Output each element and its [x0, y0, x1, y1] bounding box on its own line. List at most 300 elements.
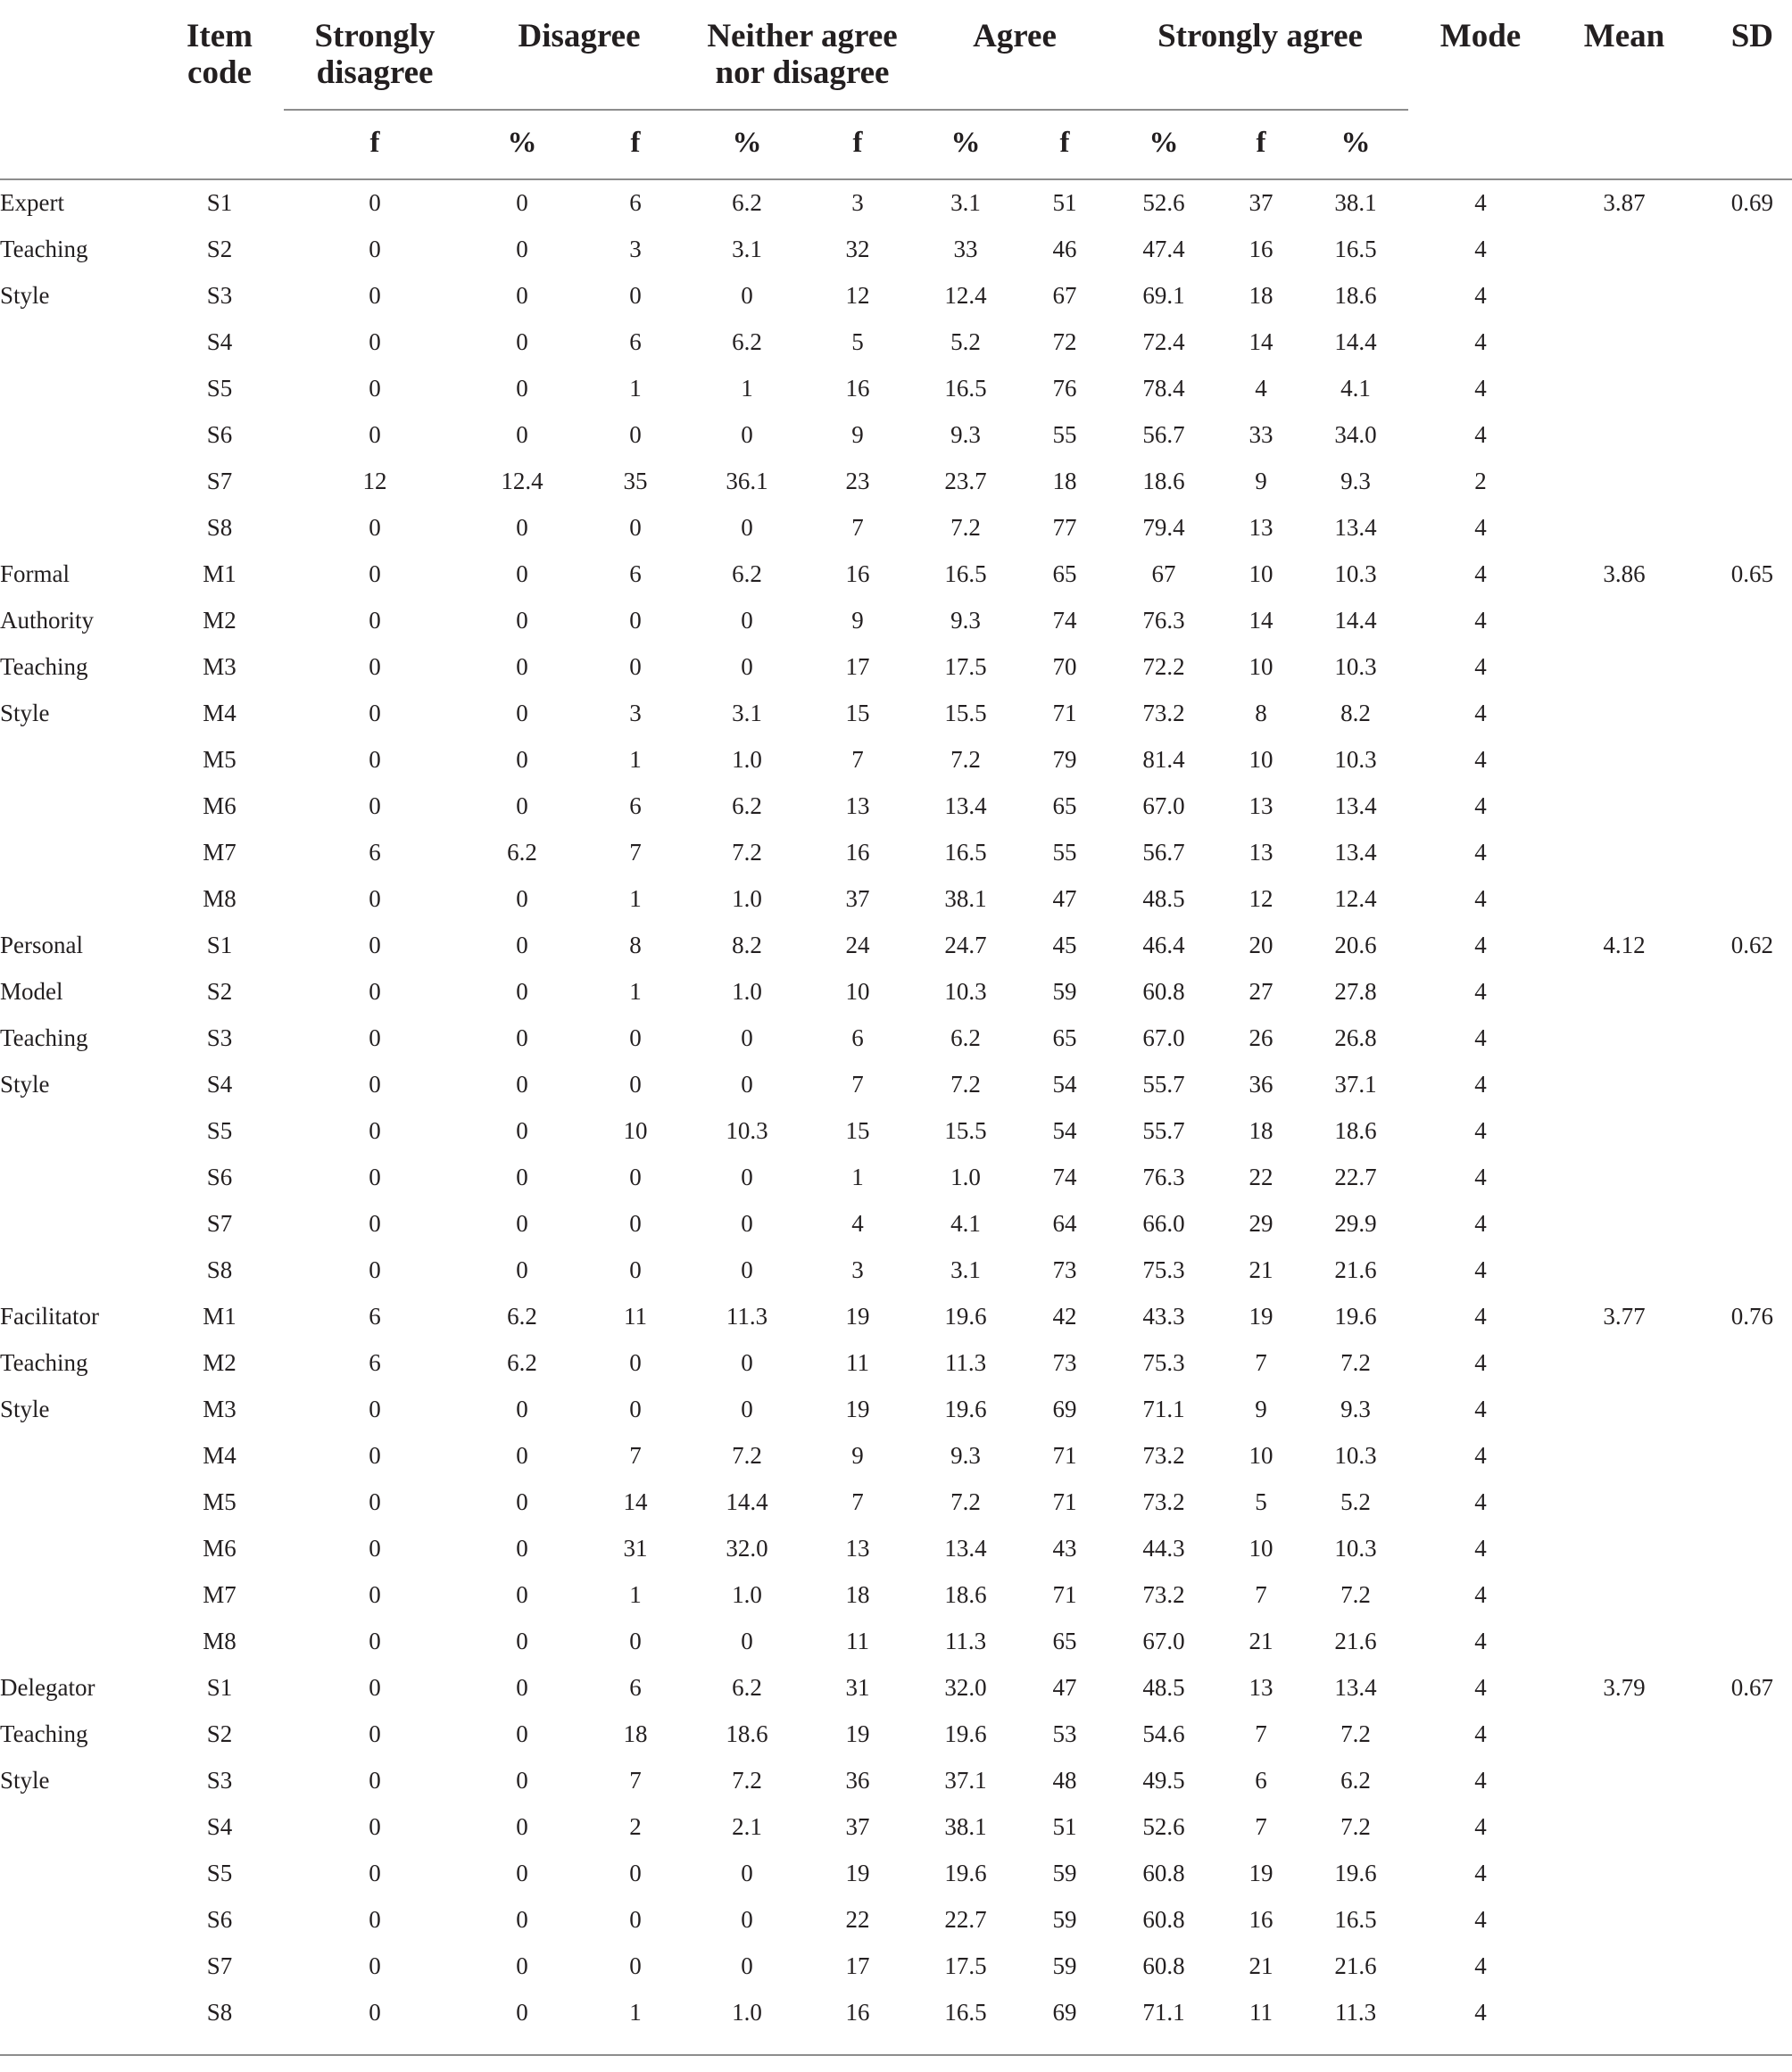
- frequency-cell: 0: [369, 1164, 381, 1190]
- percent-cell: 8.2: [1340, 700, 1371, 726]
- percent-cell: 10.3: [726, 1117, 768, 1144]
- frequency-cell: 16: [845, 839, 870, 866]
- item-code-cell: M5: [203, 1488, 236, 1515]
- frequency-cell: 2: [629, 1813, 642, 1840]
- percent-cell: 22.7: [1334, 1164, 1377, 1190]
- percent-cell: 22.7: [944, 1906, 987, 1933]
- frequency-cell: 0: [369, 1024, 381, 1051]
- frequency-cell: 0: [369, 607, 381, 634]
- percent-cell: 6.2: [950, 1024, 981, 1051]
- percent-cell: 0: [741, 1952, 753, 1979]
- frequency-cell: 71: [1052, 1488, 1077, 1515]
- item-code-cell: S7: [206, 1952, 233, 1979]
- header-bottom-rule: [0, 178, 1792, 180]
- percent-cell: 0: [516, 746, 528, 773]
- percent-cell: 71.1: [1142, 1396, 1185, 1422]
- frequency-cell: 22: [845, 1906, 870, 1933]
- percent-cell: 60.8: [1142, 1952, 1185, 1979]
- percent-cell: 14.4: [1334, 607, 1377, 634]
- item-code-header: Item code: [187, 18, 253, 91]
- percent-cell: 18.6: [944, 1581, 987, 1608]
- frequency-cell: 0: [369, 328, 381, 355]
- percent-cell: 3.1: [732, 236, 762, 262]
- mode-header: Mode: [1439, 18, 1522, 54]
- percent-cell: 19.6: [1334, 1860, 1377, 1886]
- mode-cell: 4: [1474, 1256, 1487, 1283]
- frequency-cell: 16: [845, 560, 870, 587]
- frequency-cell: 11: [624, 1303, 647, 1330]
- item-code-cell: M8: [203, 885, 236, 912]
- subheader: f: [630, 127, 641, 159]
- mode-cell: 4: [1474, 1813, 1487, 1840]
- frequency-cell: 6: [629, 792, 642, 819]
- percent-cell: 19.6: [944, 1860, 987, 1886]
- frequency-cell: 10: [1249, 1442, 1273, 1469]
- percent-cell: 1.0: [732, 978, 762, 1005]
- percent-cell: 47.4: [1142, 236, 1185, 262]
- frequency-cell: 73: [1052, 1256, 1077, 1283]
- group-label: Style: [0, 700, 50, 726]
- frequency-cell: 7: [629, 1767, 642, 1794]
- percent-cell: 0: [516, 1999, 528, 2026]
- percent-cell: 13.4: [1334, 1674, 1377, 1701]
- frequency-cell: 64: [1052, 1210, 1077, 1237]
- frequency-cell: 0: [369, 1813, 381, 1840]
- frequency-cell: 0: [369, 1628, 381, 1654]
- response-header: Strongly agree: [1157, 18, 1363, 54]
- percent-cell: 76.3: [1142, 607, 1185, 634]
- percent-cell: 32.0: [944, 1674, 987, 1701]
- mode-cell: 4: [1474, 932, 1487, 958]
- mode-cell: 4: [1474, 282, 1487, 309]
- percent-cell: 17.5: [944, 653, 987, 680]
- frequency-cell: 0: [369, 1396, 381, 1422]
- percent-cell: 7.2: [732, 1767, 762, 1794]
- frequency-cell: 0: [369, 932, 381, 958]
- mode-cell: 4: [1474, 1720, 1487, 1747]
- mean-header: Mean: [1583, 18, 1665, 54]
- frequency-cell: 8: [1255, 700, 1267, 726]
- group-label: Formal: [0, 560, 70, 587]
- frequency-cell: 54: [1052, 1117, 1077, 1144]
- percent-cell: 0: [516, 514, 528, 541]
- percent-cell: 18.6: [1334, 1117, 1377, 1144]
- percent-cell: 0: [741, 1164, 753, 1190]
- percent-cell: 0: [516, 1164, 528, 1190]
- percent-cell: 3.1: [950, 189, 981, 216]
- mode-cell: 4: [1474, 1396, 1487, 1422]
- frequency-cell: 54: [1052, 1071, 1077, 1098]
- group-label: Delegator: [0, 1674, 95, 1701]
- group-sd: 0.67: [1730, 1674, 1773, 1701]
- percent-cell: 0: [741, 421, 753, 448]
- response-header: Neither agree nor disagree: [707, 18, 898, 91]
- percent-cell: 16.5: [944, 560, 987, 587]
- percent-cell: 7.2: [732, 1442, 762, 1469]
- mode-cell: 4: [1474, 1442, 1487, 1469]
- frequency-cell: 69: [1052, 1999, 1077, 2026]
- percent-cell: 0: [516, 1442, 528, 1469]
- frequency-cell: 6: [369, 1303, 381, 1330]
- percent-cell: 10.3: [1334, 1442, 1377, 1469]
- percent-cell: 69.1: [1142, 282, 1185, 309]
- percent-cell: 0: [516, 1860, 528, 1886]
- frequency-cell: 18: [1249, 282, 1273, 309]
- frequency-cell: 76: [1052, 375, 1077, 402]
- mode-cell: 4: [1474, 1164, 1487, 1190]
- percent-cell: 14.4: [726, 1488, 768, 1515]
- frequency-cell: 9: [851, 421, 864, 448]
- frequency-cell: 7: [1255, 1813, 1267, 1840]
- frequency-cell: 18: [1052, 468, 1077, 494]
- frequency-cell: 31: [845, 1674, 870, 1701]
- subheader: f: [1256, 127, 1266, 159]
- percent-cell: 66.0: [1142, 1210, 1185, 1237]
- frequency-cell: 18: [623, 1720, 648, 1747]
- frequency-cell: 47: [1052, 885, 1077, 912]
- item-code-cell: M8: [203, 1628, 236, 1654]
- percent-cell: 0: [741, 1024, 753, 1051]
- frequency-cell: 33: [1249, 421, 1273, 448]
- percent-cell: 38.1: [944, 1813, 987, 1840]
- percent-cell: 6.2: [732, 189, 762, 216]
- percent-cell: 78.4: [1142, 375, 1185, 402]
- item-code-cell: S8: [206, 514, 233, 541]
- frequency-cell: 0: [369, 792, 381, 819]
- frequency-cell: 1: [629, 1581, 642, 1608]
- percent-cell: 0: [516, 189, 528, 216]
- percent-cell: 0: [516, 1674, 528, 1701]
- percent-cell: 5.2: [1340, 1488, 1371, 1515]
- group-sd: 0.69: [1730, 189, 1773, 216]
- percent-cell: 75.3: [1142, 1256, 1185, 1283]
- percent-cell: 0: [516, 1767, 528, 1794]
- group-label: Model: [0, 978, 63, 1005]
- mode-cell: 4: [1474, 236, 1487, 262]
- percent-cell: 36.1: [726, 468, 768, 494]
- percent-cell: 0: [741, 1396, 753, 1422]
- percent-cell: 9.3: [950, 1442, 981, 1469]
- frequency-cell: 0: [369, 189, 381, 216]
- frequency-cell: 70: [1052, 653, 1077, 680]
- percent-cell: 15.5: [944, 700, 987, 726]
- percent-cell: 27.8: [1334, 978, 1377, 1005]
- mode-cell: 4: [1474, 1999, 1487, 2026]
- percent-cell: 48.5: [1142, 885, 1185, 912]
- response-header: Strongly disagree: [314, 18, 436, 91]
- percent-cell: 37.1: [944, 1767, 987, 1794]
- percent-cell: 10.3: [1334, 653, 1377, 680]
- percent-cell: 0: [516, 1071, 528, 1098]
- percent-cell: 21.6: [1334, 1952, 1377, 1979]
- item-code-cell: S4: [206, 328, 233, 355]
- percent-cell: 13.4: [1334, 514, 1377, 541]
- percent-cell: 67.0: [1142, 792, 1185, 819]
- item-code-cell: M6: [203, 792, 236, 819]
- frequency-cell: 59: [1052, 1952, 1077, 1979]
- frequency-cell: 67: [1052, 282, 1077, 309]
- percent-cell: 46.4: [1142, 932, 1185, 958]
- percent-cell: 10.3: [1334, 560, 1377, 587]
- percent-cell: 52.6: [1142, 1813, 1185, 1840]
- frequency-cell: 31: [623, 1535, 648, 1562]
- percent-cell: 67.0: [1142, 1024, 1185, 1051]
- percent-cell: 13.4: [1334, 792, 1377, 819]
- percent-cell: 0: [516, 236, 528, 262]
- percent-cell: 52.6: [1142, 189, 1185, 216]
- frequency-cell: 7: [851, 1488, 864, 1515]
- group-mean: 3.86: [1603, 560, 1646, 587]
- frequency-cell: 55: [1052, 421, 1077, 448]
- percent-cell: 0: [741, 1256, 753, 1283]
- percent-cell: 0: [516, 1952, 528, 1979]
- percent-cell: 10.3: [1334, 746, 1377, 773]
- mode-cell: 4: [1474, 1349, 1487, 1376]
- percent-cell: 2.1: [732, 1813, 762, 1840]
- frequency-cell: 10: [1249, 560, 1273, 587]
- subheader: %: [1149, 127, 1179, 159]
- percent-cell: 54.6: [1142, 1720, 1185, 1747]
- frequency-cell: 0: [369, 421, 381, 448]
- frequency-cell: 19: [845, 1860, 870, 1886]
- frequency-cell: 9: [851, 607, 864, 634]
- percent-cell: 0: [516, 607, 528, 634]
- mode-cell: 4: [1474, 1952, 1487, 1979]
- frequency-cell: 43: [1052, 1535, 1077, 1562]
- frequency-cell: 46: [1052, 236, 1077, 262]
- frequency-cell: 17: [845, 653, 870, 680]
- percent-cell: 11.3: [726, 1303, 768, 1330]
- mode-cell: 4: [1474, 1628, 1487, 1654]
- percent-cell: 60.8: [1142, 1906, 1185, 1933]
- frequency-cell: 0: [369, 746, 381, 773]
- percent-cell: 0: [741, 607, 753, 634]
- percent-cell: 56.7: [1142, 839, 1185, 866]
- percent-cell: 1.0: [732, 1999, 762, 2026]
- mode-cell: 4: [1474, 328, 1487, 355]
- frequency-cell: 7: [629, 1442, 642, 1469]
- frequency-cell: 6: [1255, 1767, 1267, 1794]
- percent-cell: 3.1: [732, 700, 762, 726]
- frequency-cell: 0: [369, 560, 381, 587]
- frequency-cell: 10: [623, 1117, 648, 1144]
- frequency-cell: 5: [851, 328, 864, 355]
- frequency-cell: 45: [1052, 932, 1077, 958]
- frequency-cell: 18: [845, 1581, 870, 1608]
- percent-cell: 60.8: [1142, 1860, 1185, 1886]
- frequency-cell: 0: [369, 1071, 381, 1098]
- percent-cell: 13.4: [944, 1535, 987, 1562]
- frequency-cell: 0: [369, 375, 381, 402]
- frequency-cell: 0: [369, 1767, 381, 1794]
- frequency-cell: 0: [369, 1906, 381, 1933]
- percent-cell: 72.4: [1142, 328, 1185, 355]
- percent-cell: 16.5: [1334, 236, 1377, 262]
- group-mean: 4.12: [1603, 932, 1646, 958]
- frequency-cell: 77: [1052, 514, 1077, 541]
- percent-cell: 48.5: [1142, 1674, 1185, 1701]
- frequency-cell: 7: [1255, 1720, 1267, 1747]
- mode-cell: 4: [1474, 1674, 1487, 1701]
- frequency-cell: 23: [845, 468, 870, 494]
- frequency-cell: 7: [851, 746, 864, 773]
- item-code-cell: M7: [203, 1581, 236, 1608]
- percent-cell: 0: [741, 1071, 753, 1098]
- percent-cell: 6.2: [507, 1303, 537, 1330]
- item-code-cell: M2: [203, 1349, 236, 1376]
- item-code-cell: S6: [206, 1906, 233, 1933]
- percent-cell: 9.3: [1340, 468, 1371, 494]
- percent-cell: 0: [516, 653, 528, 680]
- frequency-cell: 14: [1249, 328, 1273, 355]
- percent-cell: 26.8: [1334, 1024, 1377, 1051]
- frequency-cell: 6: [851, 1024, 864, 1051]
- frequency-cell: 3: [851, 189, 864, 216]
- group-label: Personal: [0, 932, 83, 958]
- percent-cell: 13.4: [1334, 839, 1377, 866]
- frequency-cell: 7: [851, 1071, 864, 1098]
- mode-cell: 4: [1474, 1581, 1487, 1608]
- frequency-cell: 17: [845, 1952, 870, 1979]
- frequency-cell: 0: [629, 514, 642, 541]
- percent-cell: 43.3: [1142, 1303, 1185, 1330]
- percent-cell: 0: [516, 700, 528, 726]
- frequency-cell: 0: [369, 1442, 381, 1469]
- frequency-cell: 71: [1052, 700, 1077, 726]
- frequency-cell: 0: [369, 1720, 381, 1747]
- frequency-cell: 37: [845, 885, 870, 912]
- frequency-cell: 69: [1052, 1396, 1077, 1422]
- percent-cell: 0: [741, 1860, 753, 1886]
- frequency-cell: 7: [1255, 1349, 1267, 1376]
- percent-cell: 1.0: [732, 1581, 762, 1608]
- frequency-cell: 27: [1249, 978, 1273, 1005]
- frequency-cell: 11: [846, 1628, 869, 1654]
- frequency-cell: 73: [1052, 1349, 1077, 1376]
- group-label: Teaching: [0, 653, 88, 680]
- frequency-cell: 7: [1255, 1581, 1267, 1608]
- percent-cell: 0: [516, 1628, 528, 1654]
- frequency-cell: 6: [629, 189, 642, 216]
- percent-cell: 13.4: [944, 792, 987, 819]
- response-header: Disagree: [518, 18, 641, 54]
- frequency-cell: 0: [369, 885, 381, 912]
- frequency-cell: 0: [629, 1024, 642, 1051]
- frequency-cell: 16: [1249, 1906, 1273, 1933]
- percent-cell: 0: [516, 375, 528, 402]
- frequency-cell: 48: [1052, 1767, 1077, 1794]
- percent-cell: 16.5: [944, 839, 987, 866]
- frequency-cell: 0: [629, 1349, 642, 1376]
- frequency-cell: 24: [845, 932, 870, 958]
- item-code-cell: S5: [206, 375, 233, 402]
- group-label: Facilitator: [0, 1303, 99, 1330]
- frequency-cell: 74: [1052, 607, 1077, 634]
- item-code-cell: S5: [206, 1117, 233, 1144]
- frequency-cell: 0: [369, 1860, 381, 1886]
- percent-cell: 16.5: [1334, 1906, 1377, 1933]
- percent-cell: 38.1: [944, 885, 987, 912]
- subheader: %: [1340, 127, 1371, 159]
- item-code-cell: M5: [203, 746, 236, 773]
- percent-cell: 0: [516, 1024, 528, 1051]
- frequency-cell: 21: [1249, 1952, 1273, 1979]
- percent-cell: 6.2: [732, 560, 762, 587]
- percent-cell: 4.1: [1340, 375, 1371, 402]
- frequency-cell: 20: [1249, 932, 1273, 958]
- percent-cell: 21.6: [1334, 1256, 1377, 1283]
- percent-cell: 0: [741, 1628, 753, 1654]
- percent-cell: 1.0: [732, 746, 762, 773]
- percent-cell: 44.3: [1142, 1535, 1185, 1562]
- frequency-cell: 0: [369, 700, 381, 726]
- group-mean: 3.79: [1603, 1674, 1646, 1701]
- frequency-cell: 0: [369, 236, 381, 262]
- frequency-cell: 72: [1052, 328, 1077, 355]
- frequency-cell: 65: [1052, 1628, 1077, 1654]
- frequency-cell: 65: [1052, 560, 1077, 587]
- percent-cell: 56.7: [1142, 421, 1185, 448]
- item-code-cell: M3: [203, 653, 236, 680]
- item-code-cell: S3: [206, 1767, 233, 1794]
- percent-cell: 18.6: [726, 1720, 768, 1747]
- percent-cell: 5.2: [950, 328, 981, 355]
- frequency-cell: 13: [1249, 839, 1273, 866]
- percent-cell: 0: [516, 1256, 528, 1283]
- percent-cell: 73.2: [1142, 1488, 1185, 1515]
- frequency-cell: 3: [629, 236, 642, 262]
- frequency-cell: 6: [369, 1349, 381, 1376]
- frequency-cell: 71: [1052, 1442, 1077, 1469]
- percent-cell: 0: [516, 1906, 528, 1933]
- frequency-cell: 1: [629, 746, 642, 773]
- item-code-cell: S2: [206, 978, 233, 1005]
- frequency-cell: 13: [1249, 514, 1273, 541]
- percent-cell: 0: [516, 885, 528, 912]
- mode-cell: 4: [1474, 700, 1487, 726]
- frequency-cell: 0: [629, 1906, 642, 1933]
- mode-cell: 4: [1474, 421, 1487, 448]
- frequency-cell: 0: [369, 1952, 381, 1979]
- frequency-cell: 13: [1249, 792, 1273, 819]
- frequency-cell: 11: [1249, 1999, 1273, 2026]
- group-label: Style: [0, 1767, 50, 1794]
- group-label: Teaching: [0, 1024, 88, 1051]
- item-code-cell: S3: [206, 282, 233, 309]
- frequency-cell: 0: [629, 1164, 642, 1190]
- percent-cell: 0: [516, 1581, 528, 1608]
- percent-cell: 6.2: [732, 328, 762, 355]
- percent-cell: 0: [741, 1210, 753, 1237]
- item-code-cell: S5: [206, 1860, 233, 1886]
- item-code-cell: M6: [203, 1535, 236, 1562]
- percent-cell: 3.1: [950, 1256, 981, 1283]
- percent-cell: 0: [516, 1488, 528, 1515]
- percent-cell: 0: [516, 978, 528, 1005]
- frequency-cell: 0: [369, 653, 381, 680]
- frequency-cell: 59: [1052, 1860, 1077, 1886]
- item-code-cell: M2: [203, 607, 236, 634]
- percent-cell: 72.2: [1142, 653, 1185, 680]
- percent-cell: 6.2: [1340, 1767, 1371, 1794]
- frequency-cell: 9: [1255, 1396, 1267, 1422]
- frequency-cell: 0: [369, 514, 381, 541]
- percent-cell: 8.2: [732, 932, 762, 958]
- percent-cell: 9.3: [950, 421, 981, 448]
- frequency-cell: 16: [1249, 236, 1273, 262]
- mode-cell: 4: [1474, 1488, 1487, 1515]
- percent-cell: 73.2: [1142, 1442, 1185, 1469]
